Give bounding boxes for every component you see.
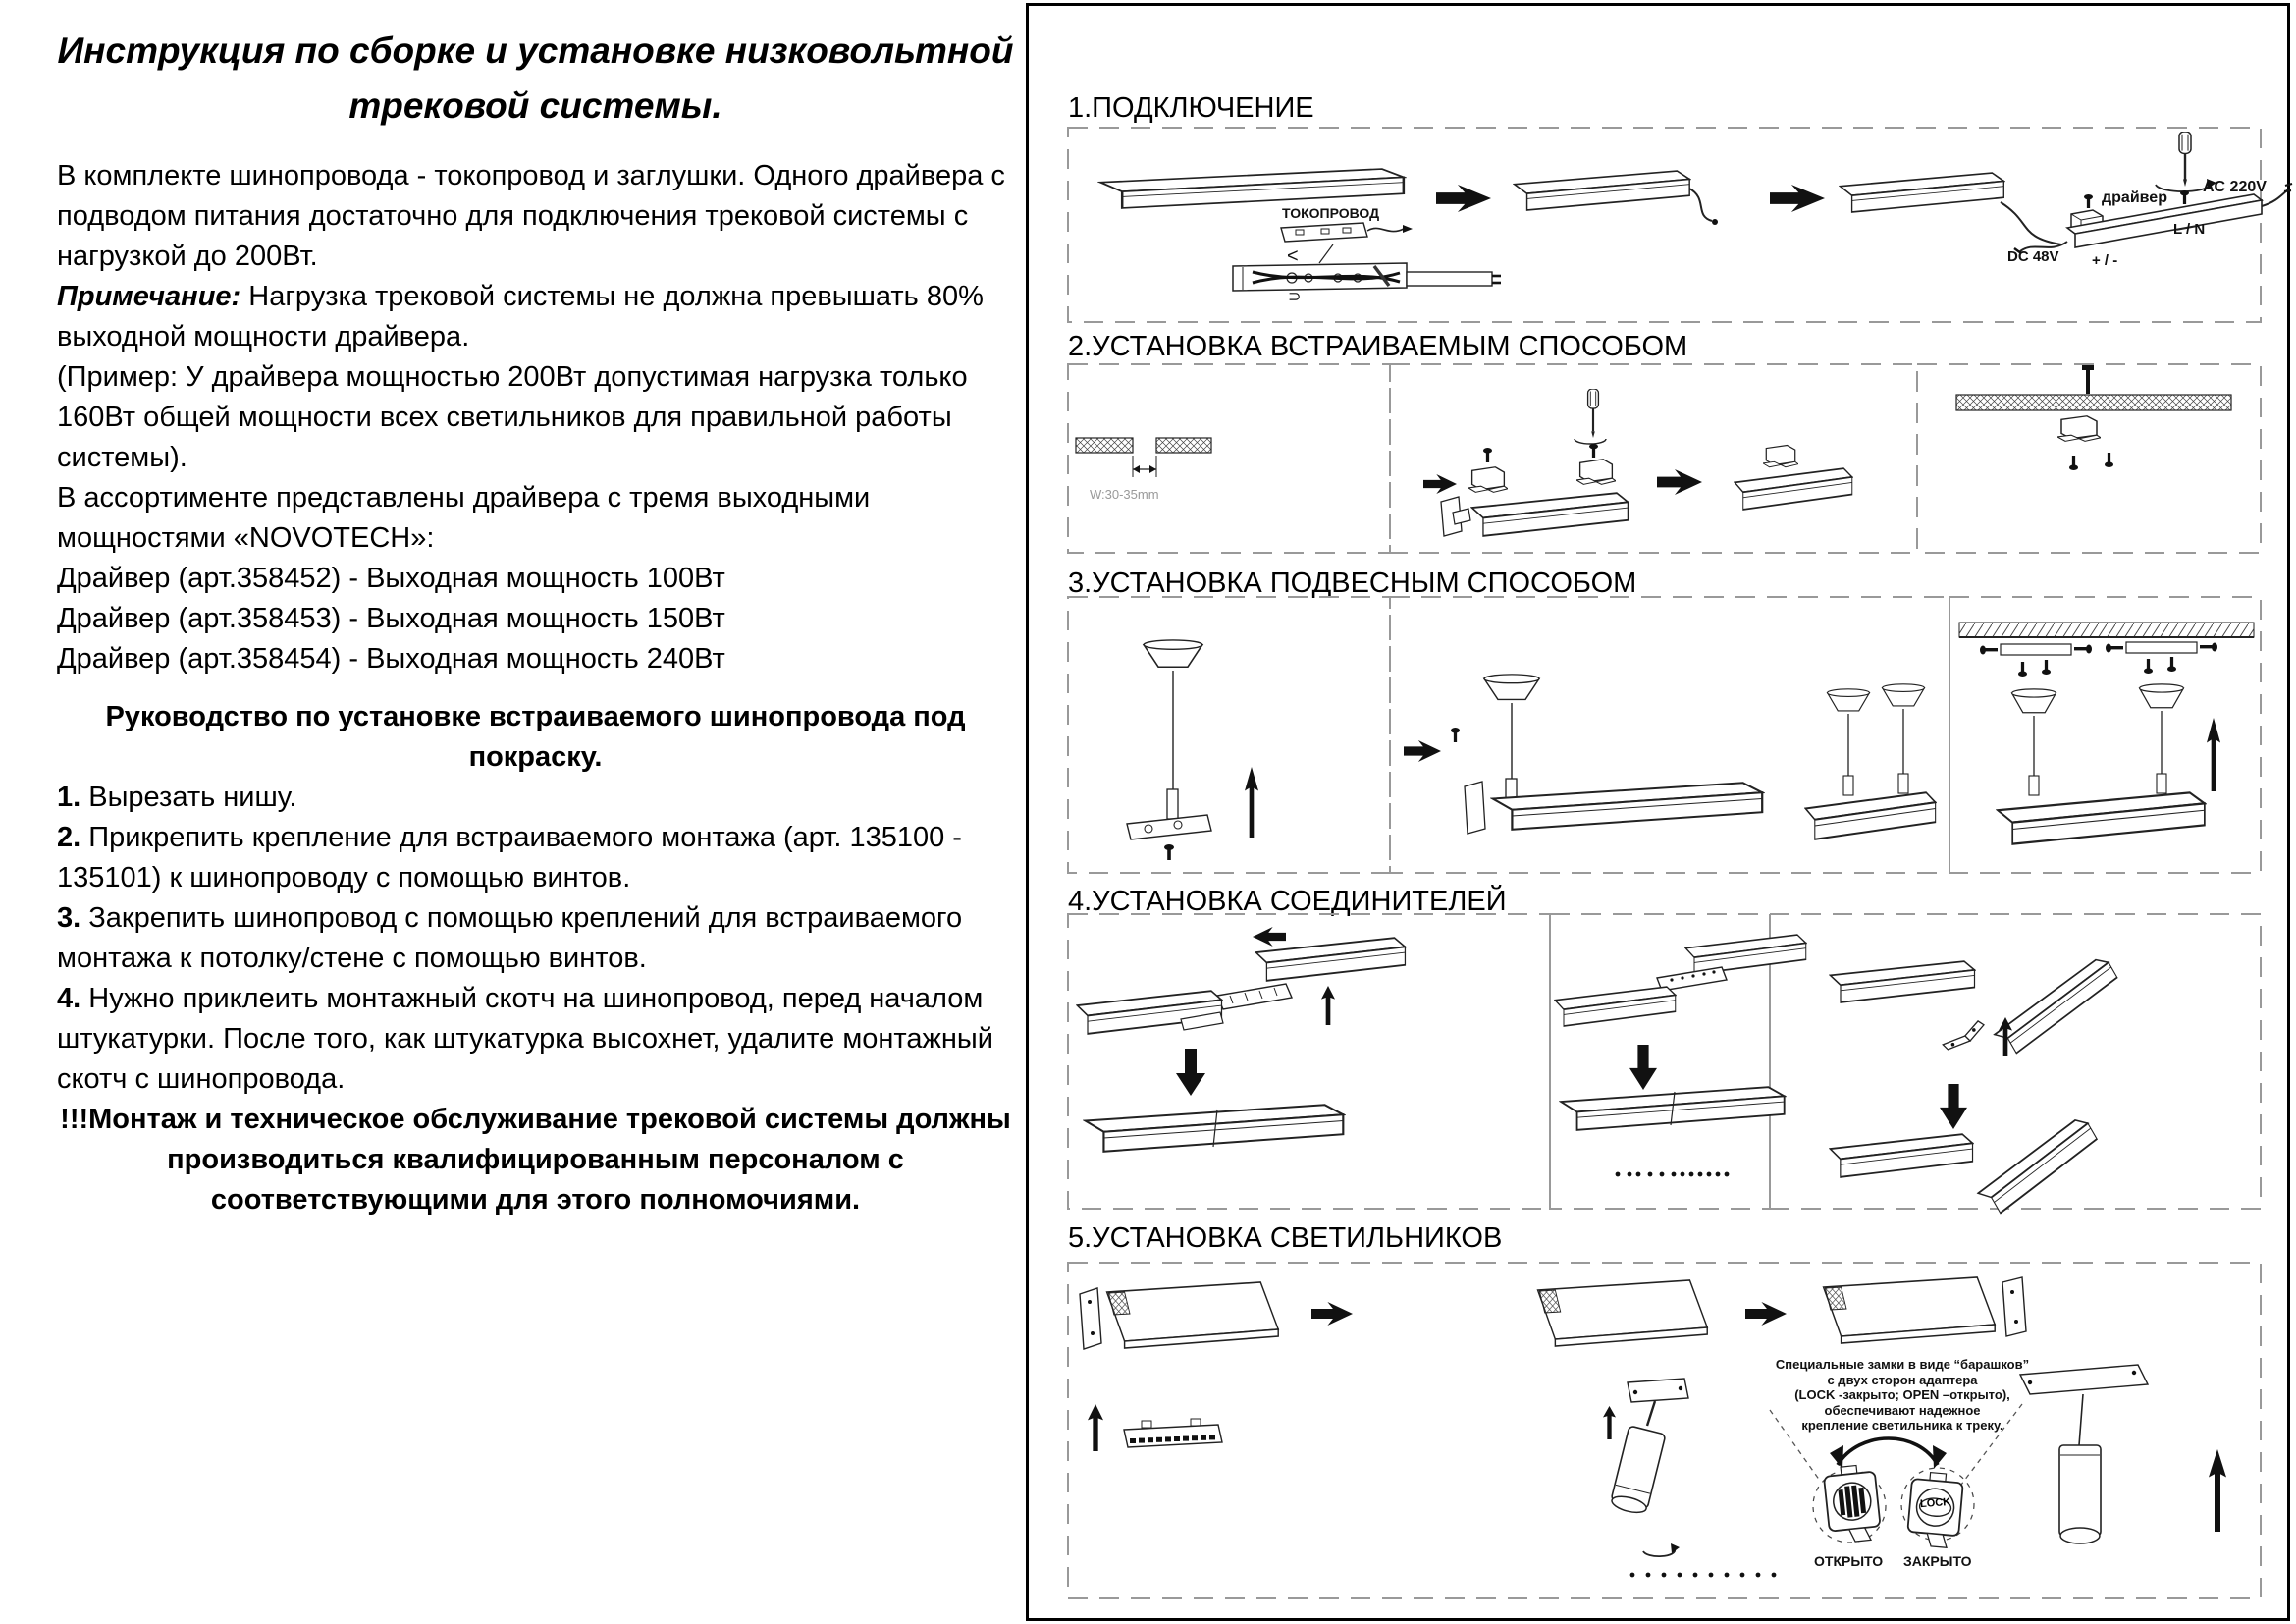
step-2-number: 2.	[57, 822, 81, 853]
guide-heading: Руководство по установке встраиваемого шинопровода под покраску.	[105, 701, 966, 773]
busbar-connector	[1281, 223, 1413, 242]
lock-note-line: Специальные замки в виде “барашков”	[1775, 1357, 2030, 1372]
step-4-number: 4.	[57, 983, 81, 1014]
screw-icon	[1451, 728, 1460, 742]
canopy-icon	[1144, 640, 1202, 667]
section-title-connection: 1.ПОДКЛЮЧЕНИЕ	[1068, 92, 1314, 124]
lock-dial-open	[1813, 1464, 1886, 1544]
linear-fixture-endcap-right	[1824, 1277, 2026, 1343]
screw-icon	[1483, 448, 1492, 462]
assortment-paragraph: В ассортименте представлены драйвера с тремя выходными мощностями «NOVOTECH»:	[57, 482, 871, 554]
canopy-icon	[2140, 684, 2184, 708]
pendant-on-track	[1404, 675, 1762, 834]
ac-voltage-label: AC 220V	[2203, 179, 2267, 195]
step-3	[57, 898, 1014, 979]
ceiling-niche	[1076, 438, 1211, 477]
screw-icon	[2084, 194, 2093, 208]
intro-paragraph: В комплекте шинопровода - токопровод и заглушки. Одного драйвера с подводом питания достаточно для подключения трековой системы с нагрузкой до 200Вт.	[57, 160, 1005, 272]
screw-icon	[2105, 453, 2113, 467]
linear-fixture-with-endcap	[1080, 1282, 1278, 1349]
track-with-two-pendants	[1805, 684, 1935, 839]
step-4	[57, 979, 1014, 1100]
section-title-luminaires: 5.УСТАНОВКА СВЕТИЛЬНИКОВ	[1068, 1222, 1503, 1254]
detail-open-mark: <	[1287, 245, 1299, 267]
mounting-clip-icon	[1576, 460, 1616, 485]
step-3-number: 3.	[57, 902, 81, 934]
open-state-label: ОТКРЫТО	[1814, 1553, 1884, 1569]
section-title-recessed: 2.УСТАНОВКА ВСТРАИВАЕМЫМ СПОСОБОМ	[1068, 331, 1688, 362]
mounting-clip-icon	[1763, 446, 1798, 467]
arrow-down-icon	[1176, 1049, 1205, 1096]
polarity-label: + / -	[2092, 252, 2118, 269]
step-2	[57, 818, 1014, 898]
corner-connector-assembly	[1830, 955, 2124, 1218]
screw-icon	[2018, 662, 2027, 677]
ellipsis-dots	[1616, 1172, 1730, 1177]
detail-leader-line	[1319, 244, 1333, 263]
arrow-up-icon	[2209, 1449, 2226, 1532]
clip-on-ceiling	[1956, 365, 2231, 470]
lock-note-line: (LOCK -закрыто; OPEN –открыто),	[1794, 1387, 2010, 1402]
section2-panel2-frame	[1390, 364, 1917, 553]
instruction-text-column	[57, 24, 1014, 1220]
arrow-left-icon	[1253, 927, 1286, 947]
lock-dial-text: LOCK	[1919, 1495, 1951, 1511]
section1-connection-diagram	[1068, 128, 2292, 322]
example-paragraph: (Пример: У драйвера мощностью 200Вт допустимая нагрузка только 160Вт общей мощности всех светильников для правильной работы системы).	[57, 361, 968, 473]
screwdriver-icon	[2179, 132, 2191, 187]
note-label: Примечание:	[57, 281, 241, 312]
note-text: Нагрузка трековой системы не должна превышать 80% выходной мощности драйвера.	[57, 281, 984, 352]
busbar-wiring-detail	[1233, 263, 1501, 291]
section3-panel1-frame	[1068, 597, 1390, 873]
lock-note	[1740, 1357, 2064, 1434]
section-title-connectors: 4.УСТАНОВКА СОЕДИНИТЕЛЕЙ	[1068, 886, 1507, 917]
closed-state-label: ЗАКРЫТО	[1903, 1553, 1972, 1569]
corner-connector-icon	[1940, 1020, 1988, 1051]
screw-icon	[1589, 444, 1598, 458]
arrow-down-icon	[1629, 1045, 1657, 1090]
page-title: Инструкция по сборке и установке низковольтной трековой системы.	[57, 30, 1014, 126]
screwdriver-icon	[1588, 389, 1599, 438]
track-segment-with-lead	[1515, 171, 1718, 225]
lock-note-line: крепление светильника к треку.	[1801, 1418, 2003, 1433]
step-4-text: Нужно приклеить монтажный скотч на шинопровод, перед началом штукатурки. После того, как штукатурка высохнет, удалите монтажный скотч с шинопровода.	[57, 983, 993, 1095]
detail-close-mark: ⊃	[1288, 289, 1302, 305]
mounting-clip-icon	[2057, 416, 2101, 442]
driver-option-150w: Драйвер (арт.358453) - Выходная мощность 150Вт	[57, 603, 725, 634]
screw-icon	[2042, 660, 2051, 675]
section4-connectors-diagram	[1068, 914, 2261, 1218]
mounting-clip-icon	[1468, 467, 1508, 493]
arrow-up-icon	[2207, 718, 2220, 791]
canopy-icon	[1883, 684, 1925, 706]
step-1	[57, 778, 1014, 818]
arrow-right-icon	[1745, 1302, 1787, 1326]
section-title-suspended: 3.УСТАНОВКА ПОДВЕСНЫМ СПОСОБОМ	[1068, 568, 1637, 599]
arrow-right-icon	[1436, 185, 1491, 212]
arrow-up-icon	[1245, 767, 1258, 838]
lock-note-line: с двух сторон адаптера	[1827, 1372, 1978, 1387]
lock-rotation-arrow	[1830, 1438, 1947, 1469]
lock-note-line: обеспечивают надежное	[1824, 1402, 1981, 1418]
arrow-right-icon	[1770, 185, 1825, 212]
screw-icon	[2180, 190, 2189, 204]
arrow-down-icon	[1940, 1084, 1967, 1129]
track-segment	[1100, 169, 1404, 208]
canopy-icon	[1484, 675, 1539, 700]
line-neutral-label: L / N	[2173, 221, 2206, 238]
straight-connector-assembly	[1078, 927, 1406, 1152]
arrow-right-icon	[1404, 740, 1441, 762]
section2-panel1-frame	[1068, 364, 1390, 553]
step-1-text: Вырезать нишу.	[80, 782, 297, 813]
driver-option-240w: Драйвер (арт.358454) - Выходная мощность 240Вт	[57, 643, 725, 675]
arrow-up-icon	[1088, 1404, 1103, 1451]
diagram-canvas	[1029, 6, 2293, 1624]
canopy-icon	[1828, 689, 1870, 711]
arrow-right-icon	[1423, 474, 1457, 494]
diagram-panel	[1026, 3, 2290, 1621]
arrow-right-icon	[1311, 1302, 1353, 1326]
section5-luminaires-diagram	[1068, 1263, 2261, 1598]
step-1-number: 1.	[57, 782, 81, 813]
step-2-text: Прикрепить крепление для встраиваемого монтажа (арт. 135100 - 135101) к шинопроводу с помощью винтов.	[57, 822, 962, 893]
screw-icon	[2144, 659, 2153, 674]
track-segment-to-driver	[1841, 173, 2061, 244]
linear-fixture	[1538, 1280, 1708, 1346]
safety-warning: !!!Монтаж и техническое обслуживание трековой системы должны производиться квалифицированным персоналом с соответствующими для этого полномочиями.	[60, 1104, 1011, 1216]
screw-icon	[1164, 844, 1174, 860]
arrow-up-icon	[1603, 1406, 1616, 1439]
screw-icon	[2167, 657, 2176, 672]
niche-width-label: W:30-35mm	[1090, 487, 1159, 502]
inline-connector-assembly	[1555, 935, 1806, 1176]
driver-label: драйвер	[2102, 189, 2167, 206]
magnetic-linear-light	[1124, 1419, 1222, 1447]
arrow-right-icon	[1657, 469, 1702, 495]
note-paragraph	[57, 277, 1014, 357]
screw-icon	[2069, 456, 2078, 470]
step-3-text: Закрепить шинопровод с помощью креплений для встраиваемого монтажа к потолку/стене с помощью винтов.	[57, 902, 963, 974]
dc-voltage-label: DC 48V	[2007, 248, 2059, 265]
suspended-under-ceiling	[1959, 623, 2254, 844]
ellipsis-dots	[1630, 1573, 1777, 1578]
pendant-kit	[1127, 640, 1258, 860]
canopy-icon	[2012, 689, 2056, 713]
arrow-up-icon	[1321, 986, 1335, 1025]
section2-recessed-diagram	[1068, 364, 2261, 553]
section3-suspended-diagram	[1068, 597, 2261, 873]
busbar-label: ТОКОПРОВОД	[1282, 205, 1380, 221]
recessed-mounting-assembly	[1423, 389, 1852, 536]
driver-option-100w: Драйвер (арт.358452) - Выходная мощность 100Вт	[57, 563, 725, 594]
